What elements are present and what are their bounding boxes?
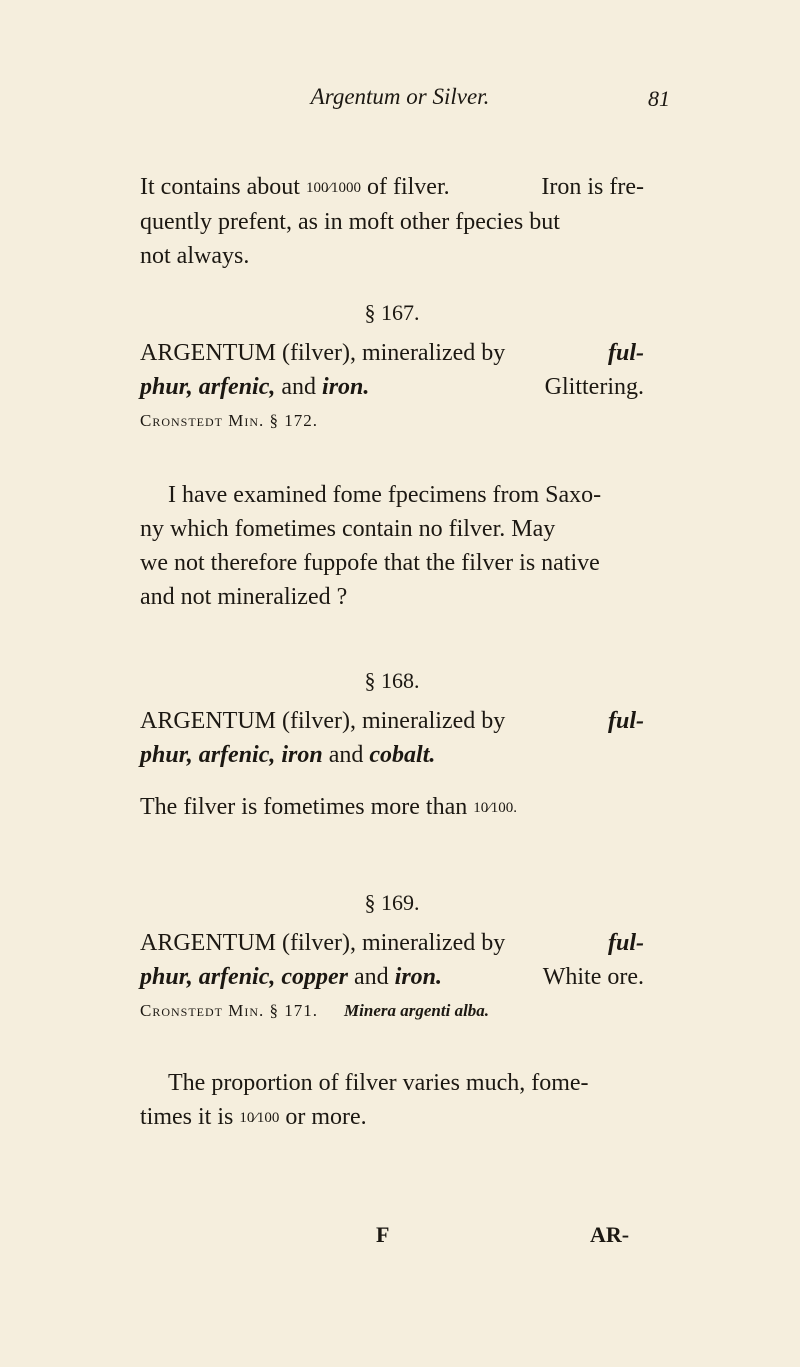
text-line-end: ful- — [608, 340, 644, 366]
paragraph-intro — [140, 170, 644, 273]
ore-description: White ore. — [542, 964, 644, 990]
text-line: I have examined fome fpecimens from Saxo- — [168, 482, 602, 508]
text-line: ARGENTUM (filver), mineralized by — [140, 930, 506, 956]
section-heading-169: § 169. — [364, 890, 420, 915]
running-header-title: Argentum or Silver. — [310, 84, 490, 109]
paragraph-examination — [140, 478, 644, 614]
text-line-end: ful- — [608, 708, 644, 734]
text-line: The proportion of filver varies much, fome- — [168, 1070, 589, 1096]
text-line-end: ful- — [608, 930, 644, 956]
section-heading-168: § 168. — [364, 668, 420, 693]
text-line-end: Iron is fre- — [541, 174, 644, 200]
text-line: phur, arfenic, iron and cobalt. — [140, 742, 436, 768]
note-168 — [140, 790, 644, 825]
ore-description: Glittering. — [544, 374, 644, 400]
text-line: phur, arfenic, copper and iron. — [140, 964, 443, 990]
signature-mark: F — [376, 1222, 390, 1247]
entry-169 — [140, 926, 644, 1028]
fraction: 100⁄1000 — [305, 180, 361, 196]
text-line: quently prefent, as in moft other fpecies but — [140, 209, 560, 235]
reference: Cronstedt Min. § 171. — [140, 1001, 319, 1020]
text-line: not always. — [140, 243, 250, 269]
page-number: 81 — [648, 86, 670, 111]
entry-167 — [140, 336, 644, 438]
text-line: It contains about 100⁄1000 of filver. — [140, 174, 450, 200]
catchword: AR- — [590, 1222, 630, 1247]
text-line: we not therefore fuppofe that the filver is native — [140, 550, 600, 576]
reference: Cronstedt Min. § 172. — [140, 411, 319, 430]
entry-168 — [140, 704, 644, 772]
latin-name: Minera argenti alba. — [344, 1001, 490, 1020]
text-line: and not mineralized ? — [140, 584, 348, 610]
text-line: The filver is fometimes more than 10⁄100. — [140, 794, 517, 820]
paragraph-proportion — [140, 1066, 644, 1135]
fraction: 10⁄100. — [473, 800, 517, 816]
section-heading-167: § 167. — [364, 300, 420, 325]
text-line: phur, arfenic, and iron. — [140, 374, 370, 400]
fraction: 10⁄100 — [239, 1110, 280, 1126]
text-line: ny which fometimes contain no filver. May — [140, 516, 556, 542]
text-line: ARGENTUM (filver), mineralized by — [140, 708, 506, 734]
text-line: times it is 10⁄100 or more. — [140, 1104, 367, 1130]
text-line: ARGENTUM (filver), mineralized by — [140, 340, 506, 366]
